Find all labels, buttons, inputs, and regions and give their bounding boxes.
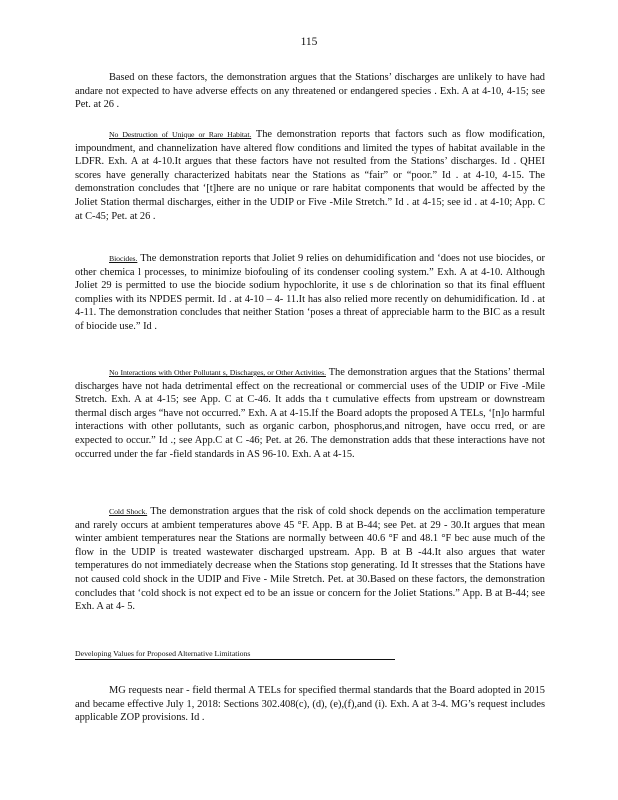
paragraph-interactions (75, 366, 545, 461)
section-heading-alternative-limitations: Developing Values for Proposed Alternative Limitations (75, 648, 395, 660)
paragraph-interactions-text: The demonstration argues that the Stations’ thermal discharges have not hada detrimental effect on the recreational or commercial uses of the UDIP or Five -Mile Stretch. Exh. A at 4-15; see App. C at C-46. It adds tha t cumulative effects from upstream or downstream thermal disch arges “have not occurred.” Exh. A at 4-15.If the Board adopts the proposed A TELs, ‘[n]o harmful interactions with other pollutants, such as organic carbon, phosphorus,and nitrogen, have occu rred, or are expected to occur.” Id .; see App.C at C -46; Pet. at 26. The demonstration adds that these interactions have not occurred under the far -field standards in AS 96-10. Exh. A at 4-15. (75, 367, 545, 460)
paragraph-endangered-species: Based on these factors, the demonstration argues that the Stations’ discharges are unlikely to have had andare not expected to have adverse effects on any threatened or endangered species . Exh. A at 4-10, 4-15; see Pet. at 26 . (75, 72, 545, 111)
paragraph-habitat-text: The demonstration reports that factors such as flow modification, impoundment, and channelization have altered flow conditions and limited the types of habitat available in the LDFR. Exh. A at 4-10.It argues that these factors have not resulted from the Stations’ discharges. Id . QHEI scores have generally characterized habitats near the Stations as “fair” or “poor.” Id . at 4-10, 4-15. The demonstration concludes that ‘[t]here are no unique or rare habitat components that would be affected by the Joliet Station thermal discharges, either in the UDIP or Five -Mile Stretch.” Id . at 4-15; see id . at 4-10; App. C at C-45; Pet. at 26 . (75, 129, 546, 222)
paragraph-biocides-text: The demonstration reports that Joliet 9 relies on dehumidification and ‘does not use biocides, or other chemica l processes, to minimize biofouling of its condenser cooling system.” Exh. A at 4-10. Although Joliet 29 is permitted to use the biocide sodium hypochlorite, it use s de chlorination so that its final effluent complies with its NPDES permit. Id . at 4-10 – 4- 11.It has also relied more recently on dehumidification. Id . at 4-11. The demonstration concludes that neither Station ‘poses a threat of appreciable harm to the BIC as a result of biocide use.” Id . (75, 253, 545, 332)
paragraph-mg-requests: MG requests near - field thermal A TELs for specified thermal standards that the Board adopted in 2015 and became effective July 1, 2018: Sections 302.408(c), (d), (e),(f),and (i). Exh. A at 3-4. MG’s request includes applicable ZOP provisions. Id . (75, 685, 545, 724)
page-number: 115 (300, 36, 318, 48)
heading-interactions: No Interactions with Other Pollutant s, Discharges, or Other Activities. (109, 368, 326, 377)
paragraph-biocides (75, 252, 545, 334)
paragraph-cold-shock (75, 505, 545, 614)
paragraph-habitat (75, 128, 545, 223)
heading-habitat: No Destruction of Unique or Rare Habitat. (109, 130, 252, 139)
heading-cold-shock: Cold Shock. (109, 507, 148, 516)
paragraph-cold-shock-text: The demonstration argues that the risk of cold shock depends on the acclimation temperature and rarely occurs at ambient temperatures above 45 °F. App. B at B-44; see Pet. at 29 - 30.It argues that mean winter ambient temperatures near the Stations are normally between 40.6 °F and 48.1 °F bec ause much of the flow in the UDIP is treated wastewater discharged upstream. App. B at B -44.It also argues that water temperatures do not immediately decrease when the Stations stop generating. Id It stresses that the Stations have not caused cold shock in the UDIP and Five - Mile Stretch. Pet. at 30.Based on these factors, the demonstration concludes that ‘cold shock is not expect ed to be an issue or concern for the Joliet Stations.” App. B at B-44; see Exh. A at 4- 5. (75, 506, 545, 613)
heading-biocides: Biocides. (109, 254, 138, 263)
